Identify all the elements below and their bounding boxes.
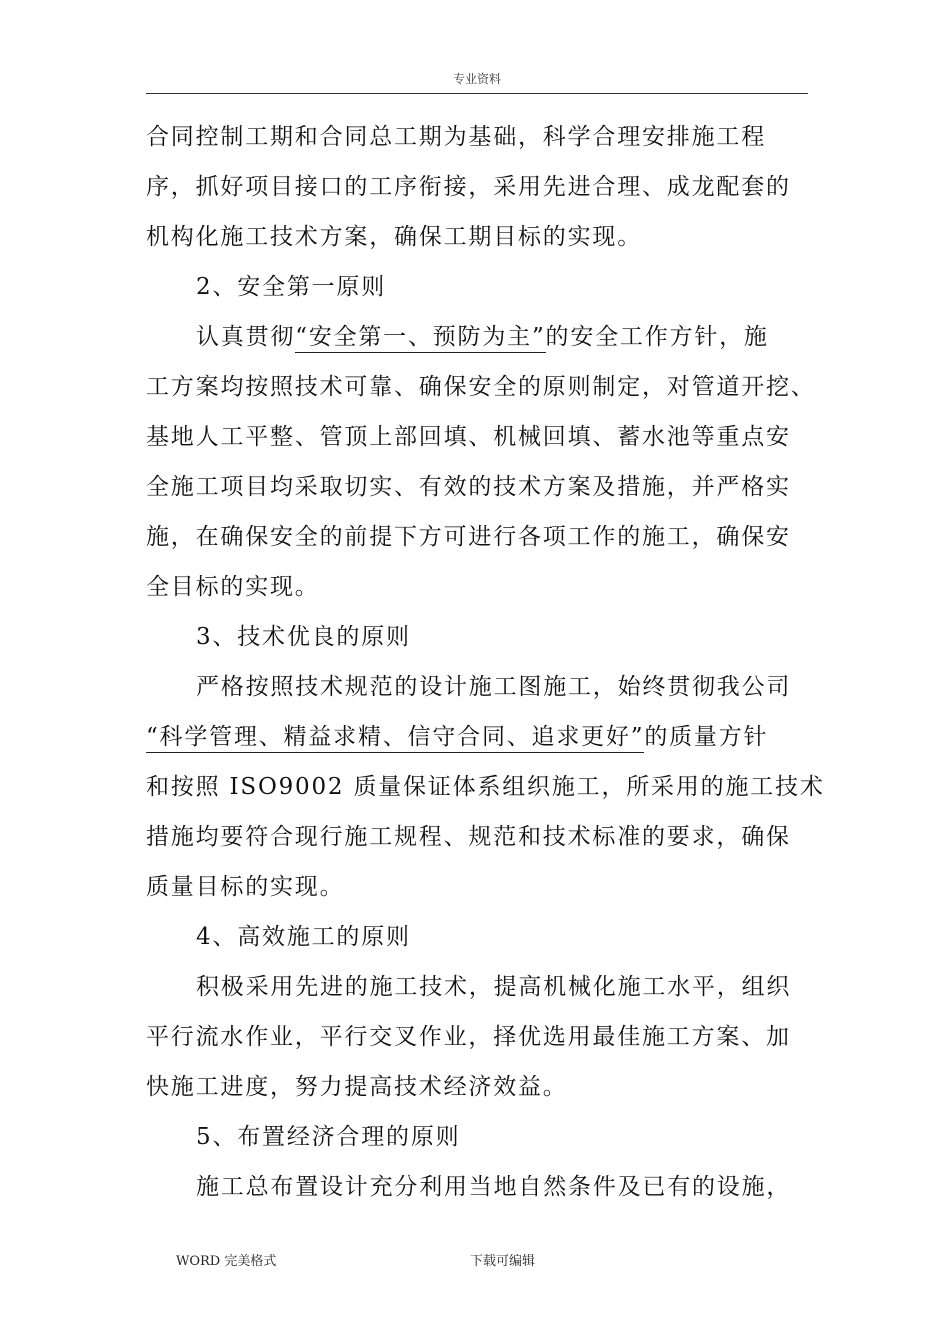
section-heading-5: 5、布置经济合理的原则 — [196, 1124, 461, 1150]
paragraph-line — [146, 312, 814, 362]
paragraph-line: 积极采用先进的施工技术，提高机械化施工水平，组织 — [196, 974, 792, 1000]
footer-right-text: 下载可编辑 — [470, 1254, 536, 1269]
paragraph-line: 严格按照技术规范的设计施工图施工，始终贯彻我公司 — [196, 674, 792, 700]
paragraph-line: 合同控制工期和合同总工期为基础，科学合理安排施工程 — [146, 124, 766, 150]
text-segment: 的质量方针 — [644, 724, 769, 750]
section-heading-4: 4、高效施工的原则 — [196, 924, 411, 950]
paragraph-line: 机构化施工技术方案，确保工期目标的实现。 — [146, 224, 642, 250]
underlined-slogan: “安全第一、预防为主” — [295, 324, 545, 353]
paragraph-line: 和按照 ISO9002 质量保证体系组织施工，所采用的施工技术 — [146, 774, 825, 800]
paragraph-line: 平行流水作业，平行交叉作业，择优选用最佳施工方案、加 — [146, 1024, 791, 1050]
text-segment: 认真贯彻 — [196, 324, 296, 350]
paragraph-line: 快施工进度，努力提高技术经济效益。 — [146, 1074, 568, 1100]
text-segment: 的安全工作方针，施 — [545, 324, 769, 350]
footer-left-text: WORD 完美格式 — [176, 1254, 277, 1269]
paragraph-line: 措施均要符合现行施工规程、规范和技术标准的要求，确保 — [146, 824, 791, 850]
paragraph-line: 全施工项目均采取切实、有效的技术方案及措施，并严格实 — [146, 474, 791, 500]
paragraph-line: 工方案均按照技术可靠、确保安全的原则制定，对管道开挖、 — [146, 374, 816, 400]
paragraph-line — [146, 712, 814, 762]
section-heading-2: 2、安全第一原则 — [196, 274, 387, 300]
paragraph-line: 基地人工平整、管顶上部回填、机械回填、蓄水池等重点安 — [146, 424, 791, 450]
underlined-slogan: “科学管理、精益求精、信守合同、追求更好” — [146, 724, 644, 753]
paragraph-line: 施，在确保安全的前提下方可进行各项工作的施工，确保安 — [146, 524, 791, 550]
document-body — [146, 112, 825, 1212]
section-heading-3: 3、技术优良的原则 — [196, 624, 411, 650]
paragraph-line: 质量目标的实现。 — [146, 874, 345, 900]
page-header: 专业资料 — [146, 70, 808, 94]
paragraph-line: 施工总布置设计充分利用当地自然条件及已有的设施， — [196, 1174, 792, 1200]
paragraph-line: 序，抓好项目接口的工序衔接，采用先进合理、成龙配套的 — [146, 174, 791, 200]
paragraph-line: 全目标的实现。 — [146, 574, 320, 600]
